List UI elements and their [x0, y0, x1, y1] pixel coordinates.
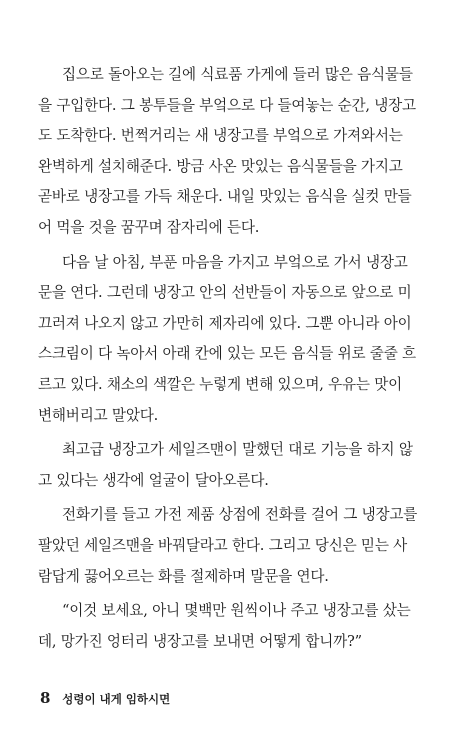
text-line: 고 있다는 생각에 얼굴이 달아오른다. — [38, 471, 269, 489]
paragraph-4 — [38, 500, 423, 592]
paragraph-1 — [38, 60, 423, 244]
text-line: 곧바로 냉장고를 가득 채운다. 내일 맛있는 음식을 실컷 만들 — [38, 188, 412, 206]
paragraph-5 — [38, 596, 423, 657]
text-line: 을 구입한다. 그 봉투들을 부엌으로 다 들여놓는 순간, 냉장고 — [38, 96, 416, 114]
text-line: 문을 연다. 그런데 냉장고 안의 선반들이 자동으로 앞으로 미 — [38, 284, 412, 302]
text-line: 변해버리고 말았다. — [38, 406, 159, 424]
text-line: 데, 망가진 엉터리 냉장고를 보내면 어떻게 합니까?” — [38, 632, 362, 650]
text-line: 도 도착한다. 번쩍거리는 새 냉장고를 부엌으로 가져와서는 — [38, 127, 403, 145]
page-footer — [40, 689, 170, 707]
text-line: 르고 있다. 채소의 색깔은 누렇게 변해 있으며, 우유는 맛이 — [38, 375, 403, 393]
text-line: 스크림이 다 녹아서 아래 칸에 있는 모든 음식들 위로 줄줄 흐 — [38, 345, 416, 363]
text-line: 어 먹을 것을 꿈꾸며 잠자리에 든다. — [38, 218, 260, 236]
text-line: 최고급 냉장고가 세일즈맨이 말했던 대로 기능을 하지 않 — [62, 441, 413, 459]
text-line: 끄러져 나오지 않고 가만히 제자리에 있다. 그뿐 아니라 아이 — [38, 314, 412, 332]
body-text — [38, 60, 423, 661]
page-number: 8 — [40, 689, 51, 707]
text-line: 팔았던 세일즈맨을 바꿔달라고 한다. 그리고 당신은 믿는 사 — [38, 536, 408, 554]
text-line: 람답게 끓어오르는 화를 절제하며 말문을 연다. — [38, 567, 329, 585]
running-title: 성령이 내게 임하시면 — [62, 692, 171, 706]
text-line: 다음 날 아침, 부푼 마음을 가지고 부엌으로 가서 냉장고 — [62, 253, 408, 271]
text-line: 집으로 돌아오는 길에 식료품 가게에 들러 많은 음식물들 — [62, 66, 413, 83]
text-line: “이것 보세요, 아니 몇백만 원씩이나 주고 냉장고를 샀는 — [62, 602, 411, 620]
text-line: 전화기를 들고 가전 제품 상점에 전화를 걸어 그 냉장고를 — [62, 506, 418, 524]
paragraph-3 — [38, 435, 423, 496]
paragraph-2 — [38, 248, 423, 432]
text-line: 완벽하게 설치해준다. 방금 사온 맛있는 음식물들을 가지고 — [38, 157, 403, 175]
